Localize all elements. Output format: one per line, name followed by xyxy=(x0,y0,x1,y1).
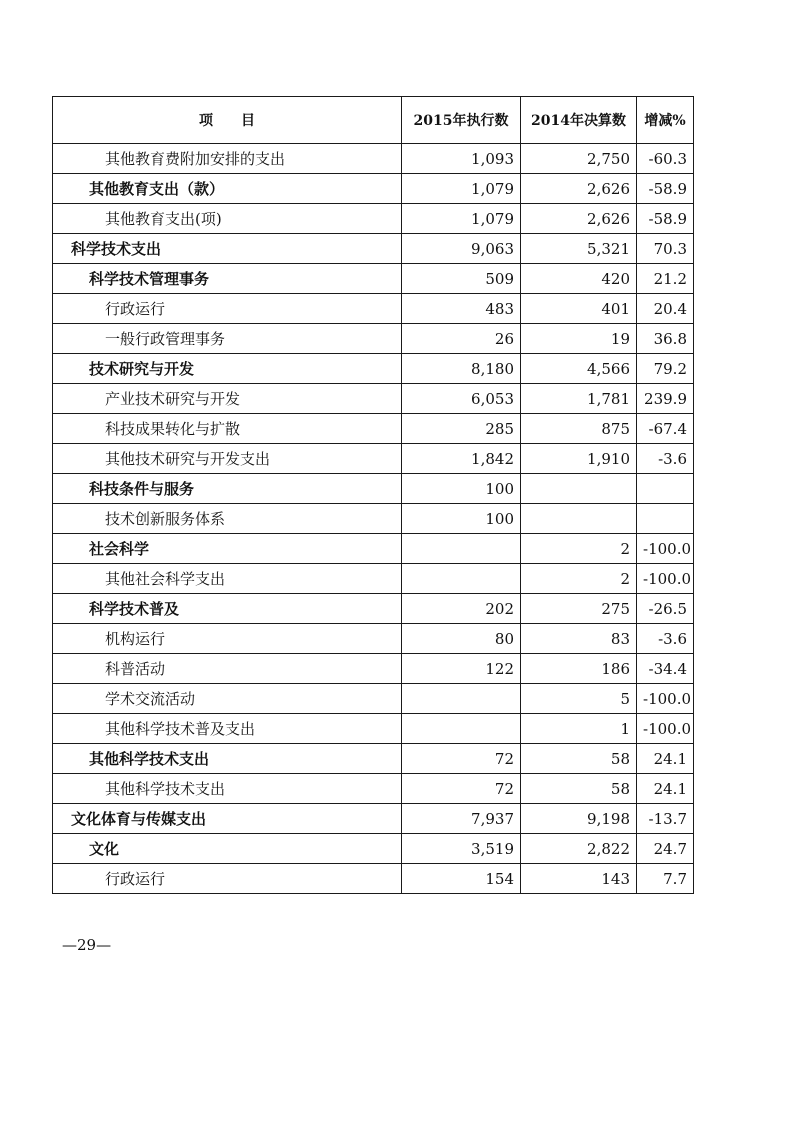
table-row xyxy=(53,144,694,174)
row-2015-value: 8,180 xyxy=(402,354,521,384)
row-change-value: -100.0 xyxy=(637,564,694,594)
row-item-name: 学术交流活动 xyxy=(53,684,402,714)
row-change-value xyxy=(637,504,694,534)
header-item: 项 目 xyxy=(53,97,402,144)
header-change: 增减% xyxy=(637,97,694,144)
row-2014-value: 1,910 xyxy=(521,444,637,474)
row-2014-value: 2 xyxy=(521,534,637,564)
row-item-name: 其他技术研究与开发支出 xyxy=(53,444,402,474)
row-2015-value xyxy=(402,684,521,714)
row-2014-value xyxy=(521,474,637,504)
row-item-name: 科技成果转化与扩散 xyxy=(53,414,402,444)
row-item-name: 行政运行 xyxy=(53,294,402,324)
row-2015-value xyxy=(402,714,521,744)
row-2015-value: 100 xyxy=(402,504,521,534)
row-2015-value: 202 xyxy=(402,594,521,624)
row-item-name: 行政运行 xyxy=(53,864,402,894)
row-2014-value: 83 xyxy=(521,624,637,654)
row-2015-value: 1,079 xyxy=(402,174,521,204)
row-item-name: 社会科学 xyxy=(53,534,402,564)
table-header xyxy=(53,97,694,144)
row-change-value: 70.3 xyxy=(637,234,694,264)
row-2015-value: 154 xyxy=(402,864,521,894)
table-row xyxy=(53,474,694,504)
row-change-value: -58.9 xyxy=(637,174,694,204)
row-change-value: -67.4 xyxy=(637,414,694,444)
row-change-value: -3.6 xyxy=(637,624,694,654)
table-row xyxy=(53,384,694,414)
row-2015-value: 100 xyxy=(402,474,521,504)
row-change-value: -58.9 xyxy=(637,204,694,234)
row-2014-value: 5,321 xyxy=(521,234,637,264)
row-item-name: 其他科学技术支出 xyxy=(53,744,402,774)
row-item-name: 技术创新服务体系 xyxy=(53,504,402,534)
row-2015-value xyxy=(402,534,521,564)
row-2015-value: 122 xyxy=(402,654,521,684)
table-row xyxy=(53,444,694,474)
budget-table xyxy=(52,96,694,894)
row-2014-value: 19 xyxy=(521,324,637,354)
row-2014-value: 401 xyxy=(521,294,637,324)
row-item-name: 产业技术研究与开发 xyxy=(53,384,402,414)
row-2014-value: 2 xyxy=(521,564,637,594)
row-item-name: 其他科学技术普及支出 xyxy=(53,714,402,744)
row-item-name: 科学技术管理事务 xyxy=(53,264,402,294)
row-2014-value: 9,198 xyxy=(521,804,637,834)
row-2015-value: 285 xyxy=(402,414,521,444)
row-2014-value: 2,750 xyxy=(521,144,637,174)
row-2014-value: 58 xyxy=(521,744,637,774)
row-item-name: 其他社会科学支出 xyxy=(53,564,402,594)
row-2015-value: 6,053 xyxy=(402,384,521,414)
row-2014-value: 143 xyxy=(521,864,637,894)
table-row xyxy=(53,234,694,264)
row-item-name: 文化 xyxy=(53,834,402,864)
row-2015-value: 9,063 xyxy=(402,234,521,264)
row-change-value: -100.0 xyxy=(637,684,694,714)
row-change-value: -100.0 xyxy=(637,534,694,564)
row-2015-value: 7,937 xyxy=(402,804,521,834)
row-change-value: -34.4 xyxy=(637,654,694,684)
table-row xyxy=(53,864,694,894)
row-change-value xyxy=(637,474,694,504)
row-item-name: 机构运行 xyxy=(53,624,402,654)
row-2015-value: 72 xyxy=(402,744,521,774)
row-2014-value: 420 xyxy=(521,264,637,294)
row-2015-value: 483 xyxy=(402,294,521,324)
row-2015-value xyxy=(402,564,521,594)
row-item-name: 科普活动 xyxy=(53,654,402,684)
table-row xyxy=(53,594,694,624)
row-2014-value: 2,822 xyxy=(521,834,637,864)
row-2014-value: 1 xyxy=(521,714,637,744)
row-2015-value: 80 xyxy=(402,624,521,654)
table-row xyxy=(53,684,694,714)
row-2015-value: 509 xyxy=(402,264,521,294)
table-row xyxy=(53,834,694,864)
table-row xyxy=(53,414,694,444)
row-change-value: -3.6 xyxy=(637,444,694,474)
table-row xyxy=(53,774,694,804)
row-2014-value: 2,626 xyxy=(521,174,637,204)
row-change-value: 24.7 xyxy=(637,834,694,864)
row-item-name: 技术研究与开发 xyxy=(53,354,402,384)
row-change-value: 20.4 xyxy=(637,294,694,324)
table-row xyxy=(53,804,694,834)
row-2014-value: 875 xyxy=(521,414,637,444)
row-change-value: -100.0 xyxy=(637,714,694,744)
row-change-value: 79.2 xyxy=(637,354,694,384)
row-change-value: -60.3 xyxy=(637,144,694,174)
row-2015-value: 1,079 xyxy=(402,204,521,234)
row-2014-value: 275 xyxy=(521,594,637,624)
row-item-name: 一般行政管理事务 xyxy=(53,324,402,354)
table-row xyxy=(53,324,694,354)
row-item-name: 其他教育支出（款） xyxy=(53,174,402,204)
header-2015: 2015年执行数 xyxy=(402,97,521,144)
table-row xyxy=(53,354,694,384)
row-change-value: -26.5 xyxy=(637,594,694,624)
row-change-value: 24.1 xyxy=(637,774,694,804)
row-2014-value xyxy=(521,504,637,534)
row-2014-value: 58 xyxy=(521,774,637,804)
table-row xyxy=(53,564,694,594)
row-2015-value: 26 xyxy=(402,324,521,354)
row-item-name: 科学技术支出 xyxy=(53,234,402,264)
row-2015-value: 1,093 xyxy=(402,144,521,174)
row-2015-value: 3,519 xyxy=(402,834,521,864)
row-item-name: 科学技术普及 xyxy=(53,594,402,624)
table-row xyxy=(53,504,694,534)
row-change-value: 24.1 xyxy=(637,744,694,774)
row-change-value: 7.7 xyxy=(637,864,694,894)
row-2014-value: 2,626 xyxy=(521,204,637,234)
table-row xyxy=(53,714,694,744)
header-2014: 2014年决算数 xyxy=(521,97,637,144)
row-item-name: 科技条件与服务 xyxy=(53,474,402,504)
row-change-value: -13.7 xyxy=(637,804,694,834)
row-item-name: 其他教育支出(项) xyxy=(53,204,402,234)
table-body xyxy=(53,144,694,894)
row-change-value: 36.8 xyxy=(637,324,694,354)
row-2015-value: 1,842 xyxy=(402,444,521,474)
table-row xyxy=(53,624,694,654)
table-row xyxy=(53,654,694,684)
row-2014-value: 5 xyxy=(521,684,637,714)
row-item-name: 其他科学技术支出 xyxy=(53,774,402,804)
table-row xyxy=(53,264,694,294)
table-row xyxy=(53,294,694,324)
row-change-value: 239.9 xyxy=(637,384,694,414)
row-2014-value: 1,781 xyxy=(521,384,637,414)
row-item-name: 其他教育费附加安排的支出 xyxy=(53,144,402,174)
row-item-name: 文化体育与传媒支出 xyxy=(53,804,402,834)
page-number: —29— xyxy=(62,936,112,954)
table-row xyxy=(53,534,694,564)
table-row xyxy=(53,174,694,204)
table-row xyxy=(53,744,694,774)
row-2014-value: 4,566 xyxy=(521,354,637,384)
row-2015-value: 72 xyxy=(402,774,521,804)
row-2014-value: 186 xyxy=(521,654,637,684)
table-row xyxy=(53,204,694,234)
row-change-value: 21.2 xyxy=(637,264,694,294)
